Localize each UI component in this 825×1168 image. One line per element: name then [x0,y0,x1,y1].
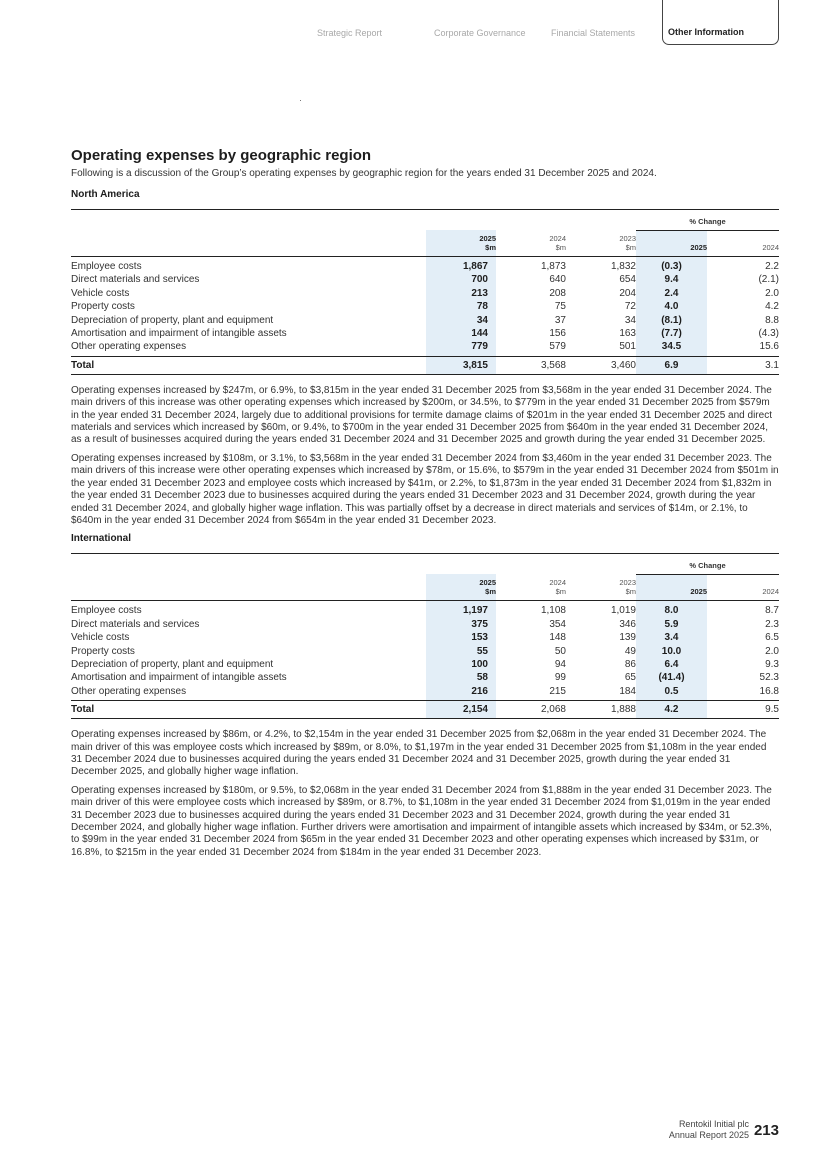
value-2025: 375 [426,618,496,631]
nav-tab-other-information-label: Other Information [668,27,744,37]
col-2023-header: 2023 $m [566,574,636,601]
row-label: Other operating expenses [71,685,187,697]
row-label: Amortisation and impairment of intangible assets [71,672,287,684]
footer-report-info [669,1119,749,1141]
row-label: Depreciation of property, plant and equipment [71,314,274,326]
table-row [71,273,779,286]
page-number: 213 [753,1121,779,1139]
row-label: Property costs [71,301,135,313]
international-table [71,553,779,719]
value-2025: 144 [426,327,496,340]
pct-change-2024: 8.7 [765,605,779,617]
col-2025-header: 2025 $m [426,230,496,257]
main-content [71,147,779,859]
pct-change-2024: 8.8 [765,314,779,326]
value-2025: 100 [426,658,496,671]
table-row [71,287,779,300]
value-2023: 72 [624,301,636,313]
total-2023: 1,888 [566,701,636,719]
nav-tab-financial-statements[interactable]: Financial Statements [551,28,636,38]
value-2024: 75 [554,301,566,313]
value-2025: 700 [426,273,496,286]
value-2024: 579 [549,341,566,353]
value-2023: 34 [624,314,636,326]
value-2025: 58 [426,671,496,684]
value-2024: 50 [554,645,566,657]
value-2024: 37 [554,314,566,326]
row-label: Direct materials and services [71,274,200,286]
value-2024: 156 [549,328,566,340]
pct-change-2025: 34.5 [636,340,707,356]
table-row [71,314,779,327]
row-label: Direct materials and services [71,618,200,630]
total-label: Total [71,701,426,719]
col-2024-header: 2024 $m [496,574,566,601]
pct-change-2025: (8.1) [636,314,707,327]
value-2025: 153 [426,631,496,644]
pct-change-2025: 0.5 [636,685,707,701]
pct-change-2025: (7.7) [636,327,707,340]
pct-change-2024: (4.3) [758,328,779,340]
value-2024: 354 [549,618,566,630]
value-2023: 654 [619,274,636,286]
footer-report-title: Annual Report 2025 [668,1130,749,1140]
intro-text: Following is a discussion of the Group’s operating expenses by geographic region for the years ended 31 December 2025 and 2024. [71,168,657,179]
table-row [71,257,779,274]
row-label: Depreciation of property, plant and equipment [71,658,274,670]
col-2024-header: 2024 $m [496,230,566,257]
total-pct-2024: 3.1 [707,356,779,374]
international-heading: International [71,533,132,545]
col-pct-2025-header: 2025 [636,230,707,257]
pct-change-2024: 2.0 [765,645,779,657]
page-title: Operating expenses by geographic region [71,147,372,164]
total-pct-2025: 4.2 [636,701,707,719]
value-2025: 213 [426,287,496,300]
row-label: Other operating expenses [71,341,187,353]
pct-change-2024: 16.8 [759,685,779,697]
table-row [71,300,779,313]
value-2023: 346 [619,618,636,630]
value-2024: 640 [549,274,566,286]
pct-change-2024: 2.2 [765,261,779,272]
pct-change-2024: 52.3 [759,672,779,684]
pct-change-2024: 15.6 [759,341,779,353]
pct-change-2024: 2.3 [765,618,779,630]
total-2025: 2,154 [426,701,496,719]
stray-dot [300,100,301,101]
table-row [71,618,779,631]
row-label: Vehicle costs [71,632,130,644]
pct-change-header: % Change [636,560,779,575]
north-america-heading: North America [71,189,140,200]
value-2024: 94 [554,658,566,670]
north-america-table [71,209,779,375]
row-label: Employee costs [71,261,142,272]
total-2024: 2,068 [496,701,566,719]
nav-tab-other-information[interactable] [662,0,779,45]
pct-change-2025: 3.4 [636,631,707,644]
pct-change-2024: 2.0 [765,287,779,299]
total-row [71,356,779,374]
table-row [71,327,779,340]
pct-change-2024: (2.1) [758,274,779,286]
value-2023: 501 [619,341,636,353]
col-pct-2024-header: 2024 [707,574,779,601]
value-2023: 139 [619,632,636,644]
table-row [71,671,779,684]
pct-change-2025: 8.0 [636,601,707,618]
pct-change-2025: (41.4) [636,671,707,684]
row-label: Amortisation and impairment of intangible assets [71,328,287,340]
value-2025: 216 [426,685,496,701]
value-2025: 55 [426,645,496,658]
pct-change-2024: 9.3 [765,658,779,670]
col-pct-2024-header: 2024 [707,230,779,257]
value-2024: 208 [549,287,566,299]
page-footer [669,1119,779,1141]
value-2024: 1,873 [540,261,566,272]
total-2023: 3,460 [566,356,636,374]
north-america-paragraph-1: Operating expenses increased by $247m, or 6.9%, to $3,815m in the year ended 31 December 2025 from $3,568m in the year ended 31 December 2024. The main drivers of this increase was other operating expenses which increased by $200m, or 34.5%, to $779m in the year ended 31 December 2025 from $579m in the year ended 31 December 2024, largely due to additional provisions for termite damage claims of $201m in the year ended 31 December 2025 and direct materials and services which increased by $60m, or 9.4%, to $700m in the year ended 31 December 2025 from $640m in the year ended 31 December 2024, as a result of businesses acquired during the years ended 31 December 2024 and 31 December 2025 and growth during the year ended 31 December 2025. [71,384,772,446]
value-2023: 86 [624,658,636,670]
value-2025: 779 [426,340,496,356]
value-2023: 65 [624,672,636,684]
value-2023: 1,019 [610,605,636,617]
total-2025: 3,815 [426,356,496,374]
col-2025-header: 2025 $m [426,574,496,601]
total-pct-2025: 6.9 [636,356,707,374]
table-row [71,631,779,644]
value-2023: 1,832 [610,261,636,272]
nav-tab-corporate-governance[interactable]: Corporate Governance [434,28,526,38]
value-2024: 99 [554,672,566,684]
international-paragraph-2: Operating expenses increased by $180m, or 9.5%, to $2,068m in the year ended 31 December 2024 from $1,888m in the year ended 31 December 2023. The main driver of this were employee costs which increased by $89m, or 8.7%, to $1,108m in the year ended 31 December 2024 from $1,019m in the year ended 31 December 2023 due to businesses acquired during the years ended 31 December 2023 and 31 December 2024, growth during the year ended 31 December 2024, and globally higher wage inflation. Further drivers were amortisation and impairment of intangible assets which increased by $34m, or 52.3%, to $99m in the year ended 31 December 2024 from $65m in the year ended 31 December 2023 and other operating expenses which increased by $31m, or 16.8%, to $215m in the year ended 31 December 2024 from $184m in the year ended 31 December 2023. [71,784,772,858]
total-label: Total [71,356,426,374]
row-label: Vehicle costs [71,287,130,299]
pct-change-2025: 9.4 [636,273,707,286]
row-label: Property costs [71,645,135,657]
value-2023: 204 [619,287,636,299]
value-2024: 1,108 [540,605,566,617]
table-row [71,685,779,701]
pct-change-2025: 2.4 [636,287,707,300]
section-nav [0,0,825,46]
row-label: Employee costs [71,605,142,617]
pct-change-header: % Change [636,216,779,231]
pct-change-2025: 4.0 [636,300,707,313]
table-row [71,645,779,658]
value-2025: 1,197 [426,601,496,618]
col-2023-header: 2023 $m [566,230,636,257]
pct-change-2025: 10.0 [636,645,707,658]
total-row [71,701,779,719]
pct-change-2025: 6.4 [636,658,707,671]
total-2024: 3,568 [496,356,566,374]
table-row [71,658,779,671]
value-2025: 34 [426,314,496,327]
value-2023: 184 [619,685,636,697]
international-paragraph-1: Operating expenses increased by $86m, or 4.2%, to $2,154m in the year ended 31 December 2025 from $2,068m in the year ended 31 December 2024. The main driver of this was employee costs which increased by $89m, or 8.0%, to $1,197m in the year ended 31 December 2025 from $1,108m in the year ended 31 December 2024 due to businesses acquired during the years ended 31 December 2024 and 31 December 2025, growth during the year ended 31 December 2025, and globally higher wage inflation. [71,729,767,778]
pct-change-2025: 5.9 [636,618,707,631]
north-america-paragraph-2: Operating expenses increased by $108m, or 3.1%, to $3,568m in the year ended 31 December 2024 from $3,460m in the year ended 31 December 2023. The main drivers of this increase were other operating expenses which increased by $78m, or 15.6%, to $579m in the year ended 31 December 2024 from $501m in the year ended 31 December 2023 and employee costs which increased by $41m, or 2.2%, to $1,873m in the year ended 31 December 2024 from $1,832m in the year ended 31 December 2023 due to businesses acquired during the years ended 31 December 2023 and 31 December 2024, growth during the year ended 31 December 2024, and globally higher wage inflation. This was partially offset by a decrease in direct materials and services of $14m, or 2.1%, to $640m in the year ended 31 December 2024 from $654m in the year ended 31 December 2023. [71,452,779,526]
col-pct-2025-header: 2025 [636,574,707,601]
pct-change-2025: (0.3) [636,257,707,274]
value-2024: 215 [549,685,566,697]
value-2024: 148 [549,632,566,644]
pct-change-2024: 4.2 [765,301,779,313]
footer-company: Rentokil Initial plc [678,1119,749,1129]
table-row [71,340,779,356]
pct-change-2024: 6.5 [765,632,779,644]
table-row [71,601,779,618]
nav-tab-strategic-report[interactable]: Strategic Report [317,28,383,38]
total-pct-2024: 9.5 [707,701,779,719]
value-2023: 49 [624,645,636,657]
value-2023: 163 [619,328,636,340]
value-2025: 1,867 [426,257,496,274]
value-2025: 78 [426,300,496,313]
